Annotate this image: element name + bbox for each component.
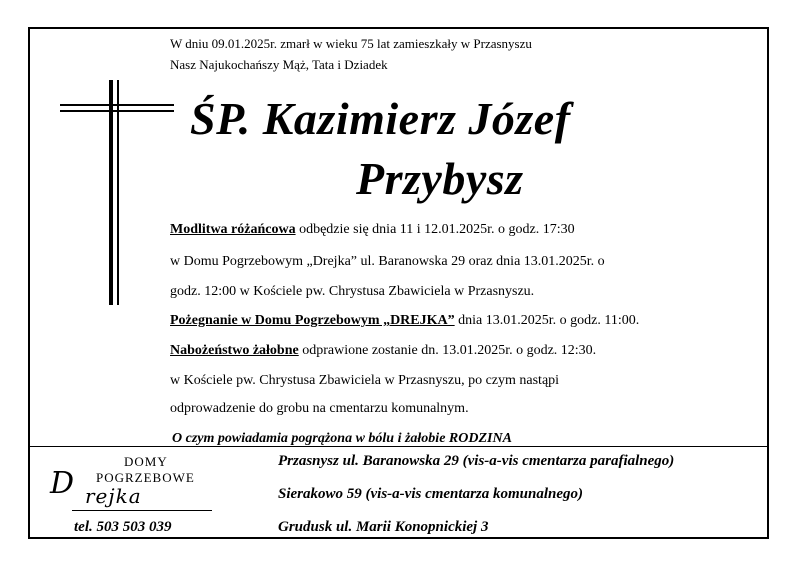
logo-text-top: DOMY xyxy=(124,454,168,469)
mass-line-2: w Kościele pw. Chrystusa Zbawiciela w Przasnyszu, po czym nastąpi xyxy=(170,373,560,388)
farewell-label: Pożegnanie w Domu Pogrzebowym „DREJKA” xyxy=(170,313,455,328)
closing-note: O czym powiadamia pogrążona w bólu i żałobie RODZINA xyxy=(172,431,512,446)
mass-line-1 xyxy=(170,343,596,359)
logo-script-initial: D xyxy=(50,466,75,501)
address-sierakowo: Sierakowo 59 (vis-a-vis cmentarza komunalnego) xyxy=(278,486,584,502)
mass-text: odprawione zostanie dn. 13.01.2025r. o godz. 12:30. xyxy=(298,343,597,358)
logo-text-mid: POGRZEBOWE xyxy=(96,470,195,485)
mass-line-3: odprowadzenie do grobu na cmentarzu komunalnym. xyxy=(170,401,469,416)
mass-label: Nabożeństwo żałobne xyxy=(170,343,299,358)
deceased-name-line-2: Przybysz xyxy=(356,153,524,204)
rosary-label: Modlitwa różańcowa xyxy=(170,222,296,237)
farewell-line xyxy=(170,313,639,329)
rosary-line-1 xyxy=(170,222,575,238)
divider xyxy=(28,446,769,447)
rosary-line-3: godz. 12:00 w Kościele pw. Chrystusa Zbawiciela w Przasnyszu. xyxy=(170,284,535,299)
cross-horizontal-bar xyxy=(60,104,174,106)
cross-horizontal-bar-inner xyxy=(60,110,174,112)
logo-underline xyxy=(72,510,212,511)
address-grudusk: Grudusk ul. Marii Konopnickiej 3 xyxy=(278,519,489,535)
phone-number: tel. 503 503 039 xyxy=(74,519,172,535)
cross-vertical-bar xyxy=(109,80,113,305)
rosary-line-2: w Domu Pogrzebowym „Drejka” ul. Baranowska 29 oraz dnia 13.01.2025r. o xyxy=(170,254,605,269)
logo-script-rest: rejka xyxy=(85,484,142,508)
deceased-name-line-1: ŚP. Kazimierz Józef xyxy=(190,93,571,144)
intro-line-2: Nasz Najukochańszy Mąż, Tata i Dziadek xyxy=(170,57,388,72)
intro-line-1: W dniu 09.01.2025r. zmarł w wieku 75 lat zamieszkały w Przasnyszu xyxy=(170,36,532,51)
cross-vertical-bar-inner xyxy=(117,80,119,305)
farewell-text: dnia 13.01.2025r. o godz. 11:00. xyxy=(454,313,640,328)
rosary-text: odbędzie się dnia 11 i 12.01.2025r. o godz. 17:30 xyxy=(295,222,575,237)
address-przasnysz: Przasnysz ul. Baranowska 29 (vis-a-vis cmentarza parafialnego) xyxy=(278,453,675,469)
